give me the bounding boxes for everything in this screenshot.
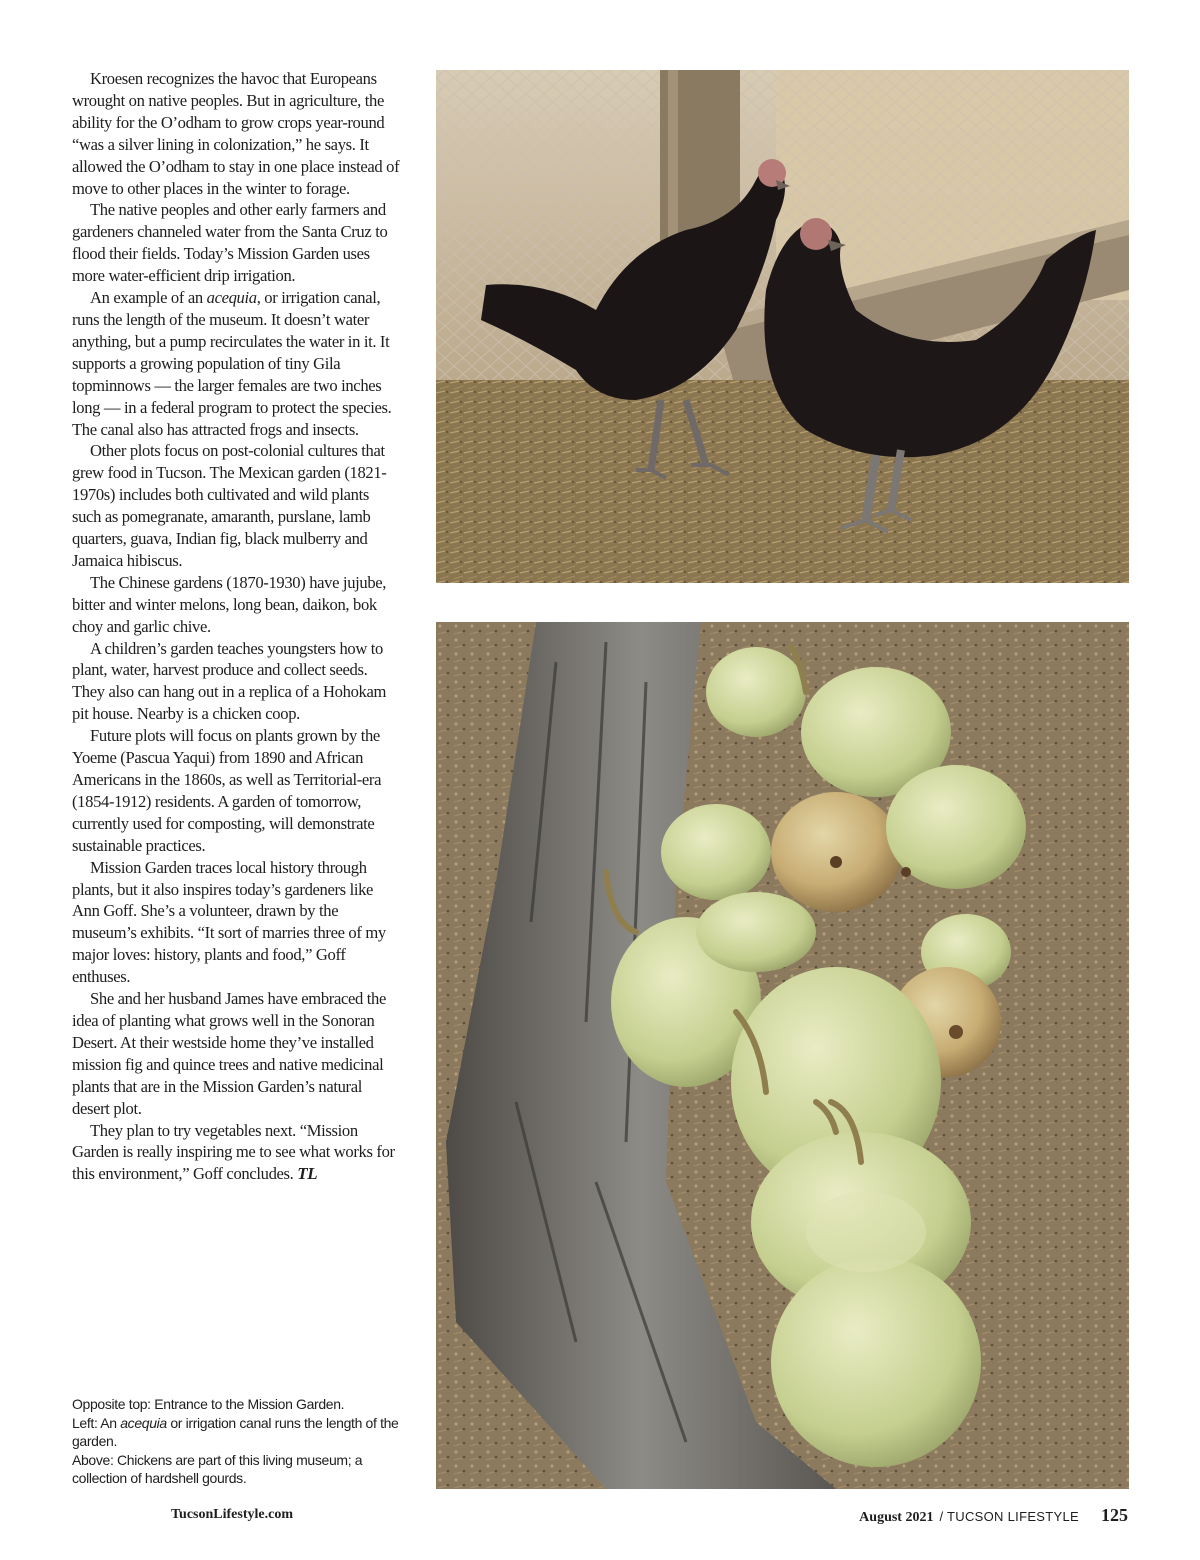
footer-website: TucsonLifestyle.com — [171, 1507, 293, 1522]
caption-left: Left: An acequia or irrigation canal runs the length of the garden. — [72, 1414, 399, 1450]
paragraph-6: A children’s garden teaches youngsters how to plant, water, harvest produce and collect seeds. They also can hang out in a replica of a Hohokam pit house. Nearby is a chicken coop. — [72, 638, 387, 724]
gourds-photo — [436, 622, 1129, 1489]
paragraph-9: She and her husband James have embraced the idea of planting what grows well in the Sonoran Desert. At their westside home they’ve installed mission fig and quince trees and native medicinal plants that are in the Mission Garden’s natural desert plot. — [72, 989, 386, 1118]
photo-captions — [72, 1395, 402, 1488]
paragraph-10: They plan to try vegetables next. “Mission Garden is really inspiring me to see what works for this environment,” Goff concludes. TL — [72, 1120, 395, 1184]
chickens-photo — [436, 70, 1129, 583]
article-column — [72, 68, 400, 1185]
paragraph-5: The Chinese gardens (1870-1930) have jujube, bitter and winter melons, long bean, daikon, bok choy and garlic chive. — [72, 572, 387, 636]
paragraph-1: Kroesen recognizes the havoc that Europeans wrought on native peoples. But in agriculture, the ability for the O’odham to grow crops year-round “was a silver lining in colonization,” he says. It allowed the O’odham to stay in one place instead of move to other places in the winter to forage. — [72, 69, 400, 198]
chickens-image — [436, 70, 1129, 583]
magazine-name: / TUCSON LIFESTYLE — [939, 1509, 1079, 1524]
gourds-image — [436, 622, 1129, 1489]
paragraph-2: The native peoples and other early farmers and gardeners channeled water from the Santa Cruz to flood their fields. Today’s Mission Garden uses more water-efficient drip irrigation. — [72, 200, 388, 286]
footer-folio — [859, 1505, 1128, 1526]
caption-above: Above: Chickens are part of this living museum; a collection of hardshell gourds. — [72, 1451, 363, 1487]
acequia-term: acequia — [206, 288, 257, 308]
page-number: 125 — [1101, 1505, 1128, 1525]
caption-opposite-top: Opposite top: Entrance to the Mission Garden. — [72, 1396, 345, 1412]
end-mark: TL — [297, 1164, 318, 1184]
paragraph-3: An example of an acequia, or irrigation canal, runs the length of the museum. It doesn’t water anything, but a pump recirculates the water in it. It supports a growing population of tiny Gila topminnows — the larger females are two inches long — in a federal program to protect the species. The canal also has attracted frogs and insects. — [72, 288, 392, 439]
paragraph-8: Mission Garden traces local history through plants, but it also inspires today’s gardeners like Ann Goff. She’s a volunteer, drawn by the museum’s exhibits. “It sort of marries three of my major loves: history, plants and food,” Goff enthuses. — [72, 857, 386, 987]
issue-date: August 2021 — [859, 1510, 934, 1525]
paragraph-7: Future plots will focus on plants grown by the Yoeme (Pascua Yaqui) from 1890 and African Americans in the 1860s, as well as Territorial-era (1854-1912) residents. A garden of tomorrow, currently used for composting, will demonstrate sustainable practices. — [72, 726, 382, 855]
paragraph-4: Other plots focus on post-colonial cultures that grew food in Tucson. The Mexican garden (1821-1970s) includes both cultivated and wild plants such as pomegranate, amaranth, purslane, lamb quarters, guava, Indian fig, black mulberry and Jamaica hibiscus. — [72, 441, 387, 570]
